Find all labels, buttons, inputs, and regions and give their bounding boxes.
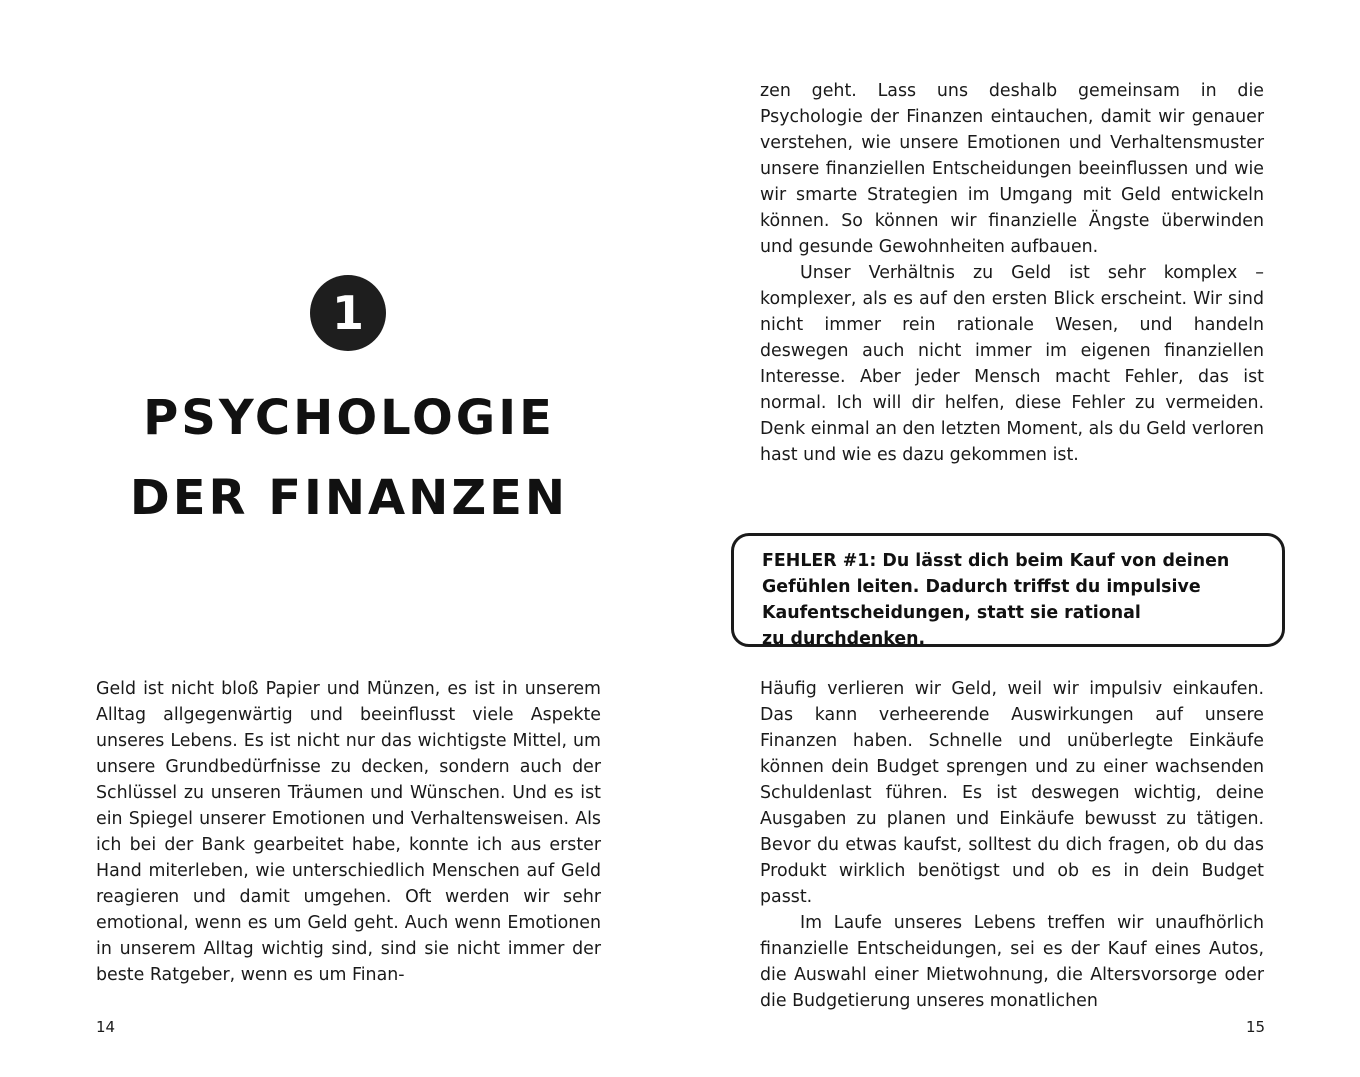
callout-line-2: Gefühlen leiten. Dadurch triffst du impulsive bbox=[762, 577, 1201, 597]
left-body-paragraph: Geld ist nicht bloß Papier und Münzen, es ist in unserem Alltag allgegenwärtig und beeinflusst viele Aspekte unseres Lebens. Es ist nicht nur das wichtigste Mittel, um unsere Grundbedürfnisse zu decken, sondern auch der Schlüssel zu unseren Träumen und Wünschen. Und es ist ein Spiegel unserer Emotionen und Verhaltensweisen. Als ich bei der Bank gearbeitet habe, konnte ich aus erster Hand miterleben, wie unterschiedlich Menschen auf Geld reagieren und damit umgehen. Oft werden wir sehr emotional, wenn es um Geld geht. Auch wenn Emotionen in unserem Alltag wichtig sind, sind sie nicht immer der beste Ratgeber, wenn es um Finan- bbox=[96, 679, 601, 985]
callout-line-1: FEHLER #1: Du lässt dich beim Kauf von deinen bbox=[762, 551, 1230, 571]
right-top-paragraph-2: Unser Verhältnis zu Geld ist sehr komplex – komplexer, als es auf den ersten Blick erscheint. Wir sind nicht immer rein rationale Wesen, und handeln deswegen auch nicht immer im eigenen finanziellen Interesse. Aber jeder Mensch macht Fehler, das ist normal. Ich will dir helfen, diese Fehler zu vermeiden. Denk einmal an den letzten Moment, als du Geld verloren hast und wie es dazu gekommen ist. bbox=[760, 263, 1264, 465]
callout-line-3: Kaufentscheidungen, statt sie rational bbox=[762, 603, 1141, 623]
right-body-bottom bbox=[760, 676, 1264, 1014]
page-number-left: 14 bbox=[96, 1018, 116, 1036]
left-body-text bbox=[96, 676, 601, 988]
right-body-top bbox=[760, 78, 1264, 468]
right-bottom-paragraph-1: Häufig verlieren wir Geld, weil wir impulsiv einkaufen. Das kann verheerende Auswirkungen auf unsere Finanzen haben. Schnelle und unüberlegte Einkäufe können dein Budget sprengen und zu einer wachsenden Schuldenlast führen. Es ist deswegen wichtig, deine Ausgaben zu planen und Einkäufe bewusst zu tätigen. Bevor du etwas kaufst, solltest du dich fragen, ob du das Produkt wirklich benötigst und ob es in dein Budget passt. bbox=[760, 679, 1264, 907]
page-number-right: 15 bbox=[1246, 1018, 1266, 1036]
right-top-paragraph-1: zen geht. Lass uns deshalb gemeinsam in die Psychologie der Finanzen eintauchen, damit wir genauer verstehen, wie unsere Emotionen und Verhaltensmuster unsere finanziellen Entscheidungen beeinflussen und wie wir smarte Strategien im Umgang mit Geld entwickeln können. So können wir finanzielle Ängste überwinden und gesunde Gewohnheiten aufbauen. bbox=[760, 81, 1264, 257]
mistake-callout-box bbox=[731, 533, 1285, 647]
chapter-title-line-1: PSYCHOLOGIE bbox=[143, 390, 555, 446]
callout-line-4: zu durchdenken. bbox=[762, 629, 926, 649]
chapter-number-badge: 1 bbox=[310, 275, 386, 351]
right-bottom-paragraph-2: Im Laufe unseres Lebens treffen wir unaufhörlich finanzielle Entscheidungen, sei es der Kauf eines Autos, die Auswahl einer Mietwohnung, die Altersvorsorge oder die Budgetierung unseres monatlichen bbox=[760, 913, 1264, 1011]
chapter-title-line-2: DER FINANZEN bbox=[129, 470, 569, 526]
